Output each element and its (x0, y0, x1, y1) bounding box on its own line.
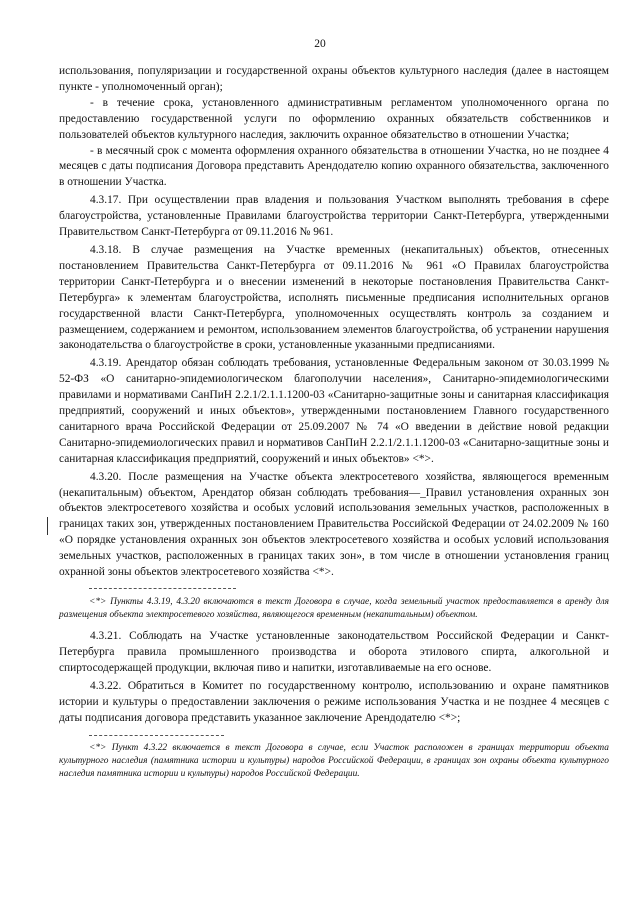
paragraph-4-3-22: 4.3.22. Обратиться в Комитет по государственному контролю, использованию и охране памятников истории и культуры о предоставлении заключения о режиме использования Участка и не позднее 4 месяцев с даты подписания договора представить указанное заключение Арендодателю <*>; (59, 680, 609, 724)
page-number: 20 (314, 38, 326, 50)
paragraph-bullet-1: - в течение срока, установленного административным регламентом уполномоченного органа по предоставлению государственной услуги по оформлению охранных обязательств собственников и пользователей объектов культурного наследия, заключить охранное обязательство в отношении Участка; (59, 96, 609, 141)
paragraph-bullet-2: - в месячный срок с момента оформления охранного обязательства в отношении Участка, но не позднее 4 месяцев с даты подписания Договора представить Арендодателю копию охранного обязательства, заключенного в отношении Участка. (59, 144, 609, 189)
paragraph-4-3-20: 4.3.20. После размещения на Участке объекта электросетевого хозяйства, являющегося временным (некапитальным) объектом, Арендатор обязан соблюдать требования—_Правил установления охранных зон объектов электросетевого хозяйства и особых условий использования земельных участков, расположенных в границах таких зон, утвержденных постановлением Правительства Российской Федерации от 24.02.2009 № 160 «О порядке установления охранных зон объектов электросетевого хозяйства и особых условий использования земельных участков, расположенных в границах таких зон», в том числе в отношении установления границ охранной зоны объектов электросетевого хозяйства <*>. (59, 470, 609, 579)
paragraph-4-3-17: 4.3.17. При осуществлении прав владения и пользования Участком выполнять требования в сфере благоустройства, установленные Правилами благоустройства территории Санкт-Петербурга, утвержденными Правительством Санкт-Петербурга от 09.11.2016 № 961. (59, 194, 609, 239)
paragraph-4-3-21: 4.3.21. Соблюдать на Участке установленные законодательством Российской Федерации и Санкт-Петербурга правила промышленного производства и оборота этилового спирта, алкогольной и спиртосодержащей продукции, включая пиво и напитки, изготавливаемые на его основе. (59, 630, 609, 675)
revision-bar (47, 517, 48, 535)
footnote-1: <*> Пункты 4.3.19, 4.3.20 включаются в текст Договора в случае, когда земельный участок предоставляется в аренду для размещения объекта электросетевого хозяйства, являющегося временным (некапитальным) объектом. (59, 597, 609, 621)
footnote-2: <*> Пункт 4.3.22 включается в текст Договора в случае, если Участок расположен в границах территории объекта культурного наследия (памятника истории и культуры) народов Российской Федерации, в границах зон охраны объекта культурного наследия памятника истории и культуры) народов Российской Федерации. (59, 742, 609, 780)
paragraph-continuation: использования, популяризации и государственной охраны объектов культурного наследия (далее в настоящем пункте - уполномоченный орган); (59, 65, 609, 93)
footnote-separator (89, 588, 236, 590)
document-body (59, 64, 609, 781)
paragraph-4-3-19: 4.3.19. Арендатор обязан соблюдать требования, установленные Федеральным законом от 30.03.1999 № 52-ФЗ «О санитарно-эпидемиологическом благополучии населения», Санитарно-эпидемиологическими правилами и нормативами СанПиН 2.2.1/2.1.1.1200-03 «Санитарно-защитные зоны и санитарная классификация предприятий, сооружений и иных объектов», утвержденными постановлением Главного государственного санитарного врача Российской Федерации от 25.09.2007 № 74 «О введении в действие новой редакции Санитарно-эпидемиологических правил и нормативов СанПиН 2.2.1/2.1.1.1200-03 «Санитарно-защитные зоны и санитарная классификация предприятий, сооружений и иных объектов» <*>. (59, 357, 609, 465)
paragraph-4-3-18: 4.3.18. В случае размещения на Участке временных (некапитальных) объектов, отнесенных постановлением Правительства Санкт-Петербурга от 09.11.2016 № 961 «О Правилах благоустройства территории Санкт-Петербурга и о внесении изменений в некоторые постановления Правительства Санкт-Петербурга» к элементам благоустройства, исполнять письменные предписания исполнительных органов государственной власти Санкт-Петербурга, уполномоченных осуществлять контроль за созданием и размещением, содержанием и ремонтом, использованием элементов благоустройства, об устранении нарушения законодательства о благоустройстве в сроки, установленные указанными предписаниями. (59, 243, 609, 352)
footnote-separator (89, 735, 224, 737)
